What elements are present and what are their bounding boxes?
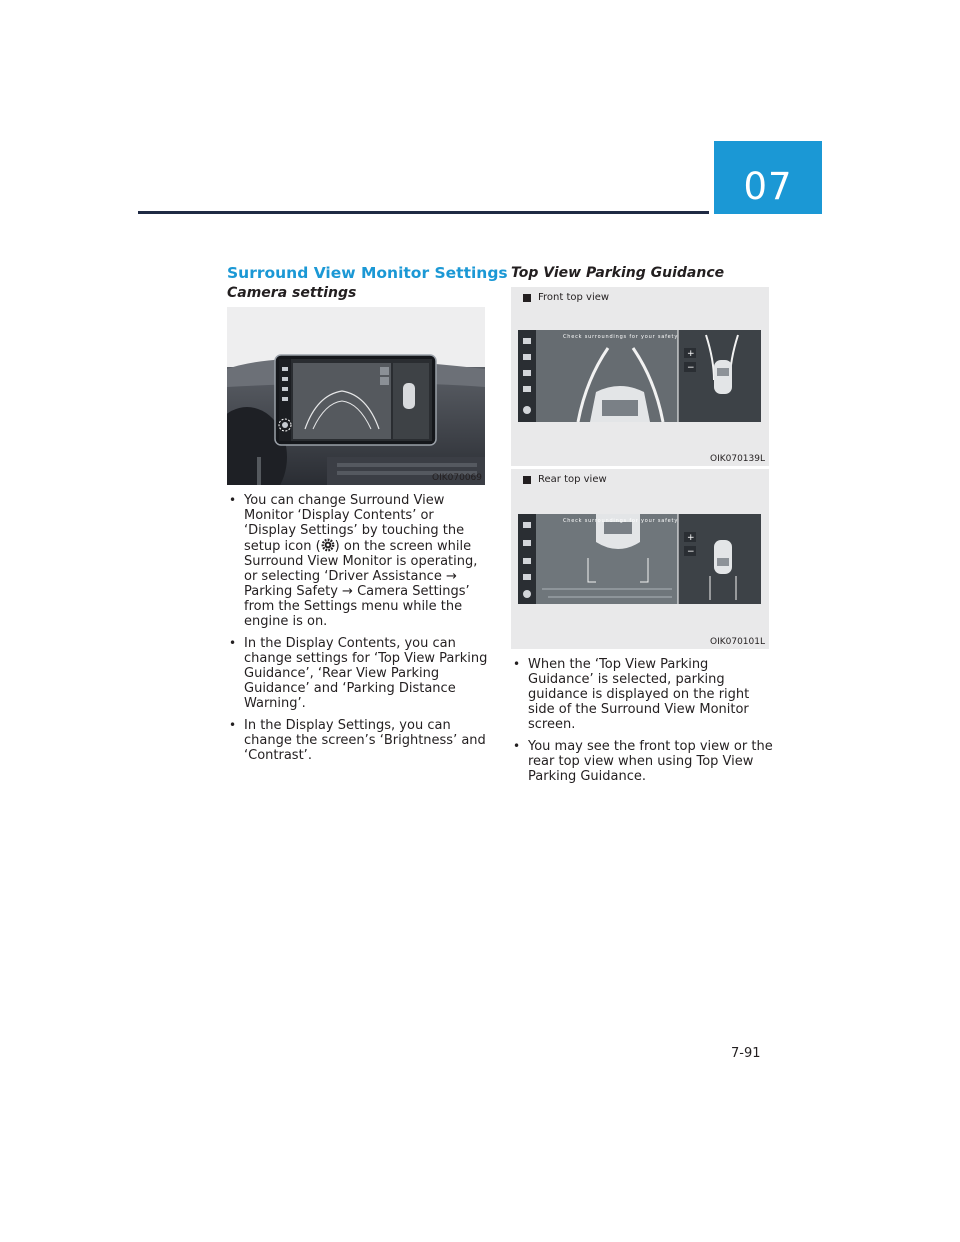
figure-caption: Rear top view: [523, 474, 607, 485]
figure-code: OIK070101L: [709, 637, 765, 647]
svg-text:−: −: [687, 547, 695, 557]
list-item: • You may see the front top view or the rear top view when using Top View Parking Guidance.: [511, 739, 773, 784]
header-rule: [138, 211, 709, 214]
gear-icon: [321, 538, 335, 552]
chapter-number: 07: [743, 165, 793, 208]
rear-top-view-figure: [511, 469, 769, 649]
list-item-text: You can change Surround View Monitor ‘Display Contents’ or ‘Display Settings’ by touching the setup icon (: [244, 493, 465, 554]
chapter-tab: [714, 141, 822, 214]
figure-code: OIK070069: [432, 473, 482, 483]
square-bullet-icon: [523, 294, 531, 302]
screen-banner: Check surroundings for your safety: [563, 334, 679, 340]
list-item-text: ) on the screen while Surround View Monitor is operating, or selecting ‘Driver Assistance → Parking Safety → Camera Settings’ from the Settings menu while the engine is on.: [244, 539, 478, 629]
screen-banner: Check surroundings for your safety: [563, 518, 679, 524]
top-view-heading: Top View Parking Guidance: [511, 265, 725, 281]
svg-text:+: +: [687, 533, 695, 543]
list-item: [227, 493, 489, 629]
top-view-list: [511, 657, 773, 791]
front-top-view-screen: [518, 330, 761, 422]
camera-settings-list: [227, 493, 489, 770]
list-item: • In the Display Contents, you can change settings for ‘Top View Parking Guidance’, ‘Rear View Parking Guidance’ and ‘Parking Distance Warning’.: [227, 636, 489, 711]
camera-settings-heading: Camera settings: [227, 285, 357, 301]
page-number: 7-91: [731, 1046, 761, 1061]
figure-code: OIK070139L: [709, 454, 765, 464]
list-item: • When the ‘Top View Parking Guidance’ is selected, parking guidance is displayed on the right side of the Surround View Monitor screen.: [511, 657, 773, 732]
camera-settings-figure: [227, 307, 485, 485]
figure-caption: Front top view: [523, 292, 609, 303]
svg-text:+: +: [687, 349, 695, 359]
svg-text:−: −: [687, 363, 695, 373]
list-item: • In the Display Settings, you can change the screen’s ‘Brightness’ and ‘Contrast’.: [227, 718, 489, 763]
front-top-view-figure: [511, 287, 769, 466]
square-bullet-icon: [523, 476, 531, 484]
section-title: Surround View Monitor Settings: [227, 264, 508, 282]
dashboard-illustration: [227, 307, 485, 485]
rear-top-view-screen: [518, 514, 761, 604]
